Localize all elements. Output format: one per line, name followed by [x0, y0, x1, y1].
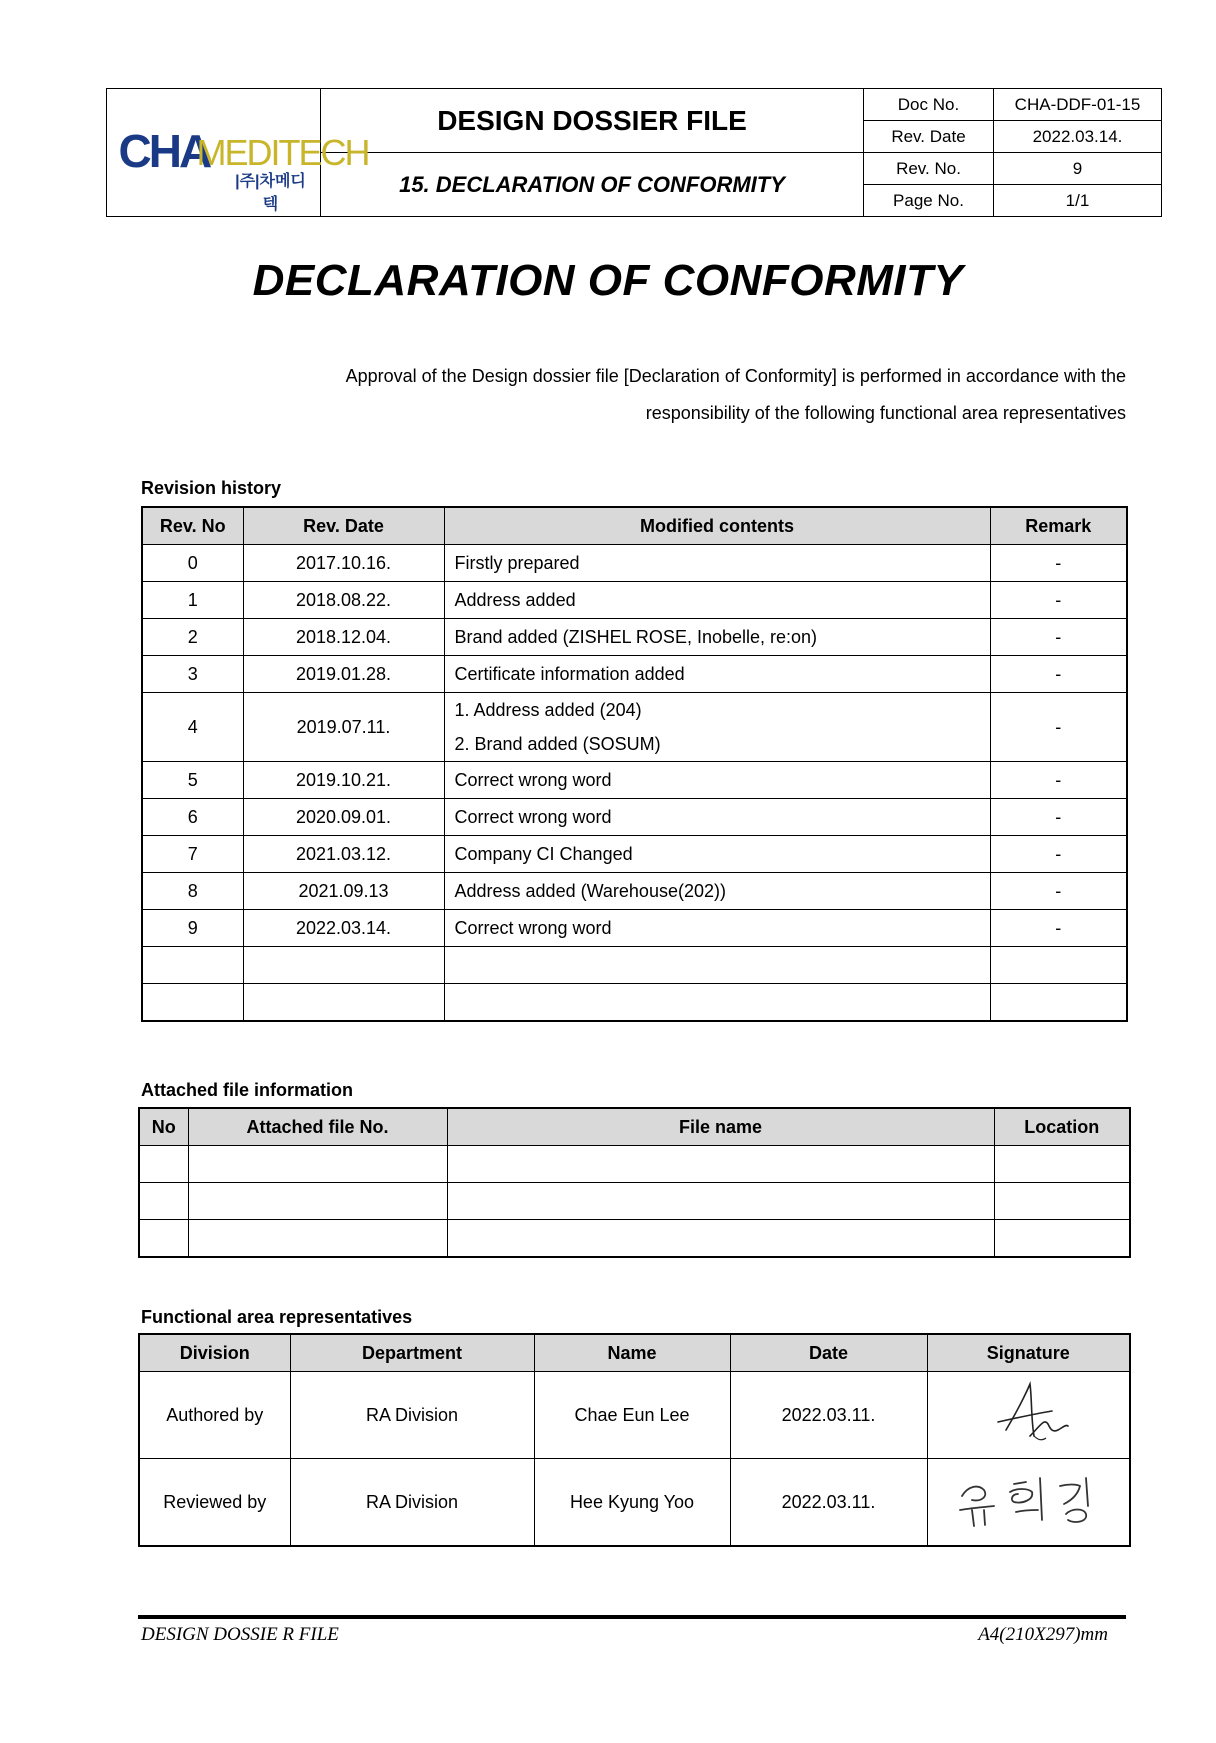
contents-line: Brand added (ZISHEL ROSE, Inobelle, re:on): [454, 626, 818, 647]
column-header: Attached file No.: [188, 1108, 447, 1146]
table-row: [142, 619, 1127, 656]
rev-date-cell: 2021.03.12.: [243, 836, 444, 873]
table-row: [142, 910, 1127, 947]
rev-date-cell: 2019.07.11.: [243, 693, 444, 762]
footer-right: A4(210X297)mm: [978, 1624, 1108, 1645]
empty-cell: [142, 947, 243, 984]
table-row-empty: [139, 1146, 1130, 1183]
remark-cell: -: [990, 693, 1127, 762]
empty-cell: [139, 1146, 188, 1183]
remark-cell: -: [990, 836, 1127, 873]
intro-line-2: responsibility of the following functional area representatives: [645, 403, 1126, 423]
table-row: [139, 1459, 1130, 1547]
rev-date-cell: 2021.09.13: [243, 873, 444, 910]
signature-image: [968, 1378, 1088, 1448]
contents-line: Correct wrong word: [454, 917, 612, 938]
contents-cell: [444, 910, 990, 947]
rev-no-cell: 1: [142, 582, 243, 619]
signature-image: [948, 1470, 1108, 1530]
company-logo: [107, 89, 369, 217]
table-row: [142, 836, 1127, 873]
meta-label: Rev. Date: [864, 121, 994, 153]
rev-no-cell: 0: [142, 545, 243, 582]
table-row: [142, 582, 1127, 619]
empty-cell: [188, 1220, 447, 1258]
footer-rule: [138, 1615, 1126, 1619]
logo-brand-korean: |주|차메디텍: [235, 172, 306, 213]
table-row-empty: [139, 1183, 1130, 1220]
rev-no-cell: 5: [142, 762, 243, 799]
column-header: No: [139, 1108, 188, 1146]
contents-cell: [444, 619, 990, 656]
empty-cell: [447, 1146, 994, 1183]
empty-cell: [243, 947, 444, 984]
division-cell: Authored by: [139, 1372, 290, 1459]
rev-date-cell: 2022.03.14.: [243, 910, 444, 947]
department-cell: RA Division: [290, 1372, 534, 1459]
table-row: [142, 762, 1127, 799]
rev-no-cell: 3: [142, 656, 243, 693]
contents-cell: [444, 762, 990, 799]
remark-cell: -: [990, 762, 1127, 799]
column-header: Modified contents: [444, 507, 990, 545]
contents-line: Company CI Changed: [454, 843, 633, 864]
meta-label: Doc No.: [864, 89, 994, 121]
table-row-empty: [139, 1220, 1130, 1258]
empty-cell: [994, 1183, 1130, 1220]
column-header: Signature: [927, 1334, 1130, 1372]
header-subtitle: 15. DECLARATION OF CONFORMITY: [321, 153, 864, 217]
table-row: [142, 873, 1127, 910]
remark-cell: -: [990, 873, 1127, 910]
empty-cell: [447, 1220, 994, 1258]
contents-line: Address added (Warehouse(202)): [454, 880, 726, 901]
rev-date-cell: 2020.09.01.: [243, 799, 444, 836]
contents-line: Certificate information added: [454, 663, 685, 684]
revision-history-label: Revision history: [141, 478, 282, 498]
remark-cell: -: [990, 910, 1127, 947]
empty-cell: [444, 947, 990, 984]
empty-cell: [142, 984, 243, 1022]
contents-cell: [444, 582, 990, 619]
contents-line: Correct wrong word: [454, 806, 612, 827]
rev-no-cell: 9: [142, 910, 243, 947]
table-row-empty: [142, 947, 1127, 984]
remark-cell: -: [990, 545, 1127, 582]
empty-cell: [447, 1183, 994, 1220]
attached-rows: [139, 1146, 1130, 1258]
column-header: Remark: [990, 507, 1127, 545]
empty-cell: [188, 1146, 447, 1183]
revision-history-table: [141, 506, 1128, 1022]
table-row: [142, 799, 1127, 836]
logo-brand-accent: MEDITECH: [196, 131, 369, 173]
contents-cell: [444, 693, 990, 762]
signature-cell: [927, 1372, 1130, 1459]
meta-label: Page No.: [864, 185, 994, 217]
empty-cell: [444, 984, 990, 1022]
rev-date-cell: 2017.10.16.: [243, 545, 444, 582]
contents-cell: [444, 545, 990, 582]
remark-cell: -: [990, 582, 1127, 619]
table-row: [142, 656, 1127, 693]
column-header: Location: [994, 1108, 1130, 1146]
attached-file-table: [138, 1107, 1131, 1258]
rev-no-cell: 8: [142, 873, 243, 910]
meta-value-doc-no: CHA-DDF-01-15: [994, 89, 1162, 121]
representatives-label: Functional area representatives: [141, 1307, 413, 1327]
meta-label: Rev. No.: [864, 153, 994, 185]
contents-cell: [444, 836, 990, 873]
empty-cell: [990, 984, 1127, 1022]
date-cell: 2022.03.11.: [730, 1459, 927, 1547]
empty-cell: [994, 1220, 1130, 1258]
empty-cell: [139, 1183, 188, 1220]
column-header: Department: [290, 1334, 534, 1372]
empty-cell: [990, 947, 1127, 984]
table-row: [139, 1372, 1130, 1459]
rev-no-cell: 6: [142, 799, 243, 836]
column-header: File name: [447, 1108, 994, 1146]
contents-cell: [444, 799, 990, 836]
empty-cell: [139, 1220, 188, 1258]
representatives-table: [138, 1333, 1131, 1547]
division-cell: Reviewed by: [139, 1459, 290, 1547]
rev-date-cell: 2018.12.04.: [243, 619, 444, 656]
meta-value-rev-no: 9: [994, 153, 1162, 185]
table-row: [142, 693, 1127, 762]
rev-no-cell: 2: [142, 619, 243, 656]
contents-line: Address added: [454, 589, 576, 610]
footer-left: DESIGN DOSSIE R FILE: [141, 1624, 339, 1645]
column-header: Name: [534, 1334, 730, 1372]
rev-date-cell: 2019.10.21.: [243, 762, 444, 799]
attached-file-label: Attached file information: [141, 1080, 354, 1100]
contents-line: Correct wrong word: [454, 769, 612, 790]
header-title: DESIGN DOSSIER FILE: [321, 89, 864, 153]
column-header: Rev. No: [142, 507, 243, 545]
name-cell: Chae Eun Lee: [534, 1372, 730, 1459]
department-cell: RA Division: [290, 1459, 534, 1547]
contents-line: Firstly prepared: [454, 552, 580, 573]
empty-cell: [994, 1146, 1130, 1183]
rev-no-cell: 7: [142, 836, 243, 873]
contents-cell: [444, 873, 990, 910]
contents-line: 1. Address added (204): [454, 700, 642, 720]
logo-brand-main: CHA: [118, 124, 210, 177]
page-title: DECLARATION OF CONFORMITY: [252, 256, 964, 305]
document-header: [106, 88, 1162, 217]
column-header: Division: [139, 1334, 290, 1372]
date-cell: 2022.03.11.: [730, 1372, 927, 1459]
name-cell: Hee Kyung Yoo: [534, 1459, 730, 1547]
remark-cell: -: [990, 656, 1127, 693]
table-row: [142, 545, 1127, 582]
meta-value-page-no: 1/1: [994, 185, 1162, 217]
rev-date-cell: 2019.01.28.: [243, 656, 444, 693]
rev-date-cell: 2018.08.22.: [243, 582, 444, 619]
signature-cell: [927, 1459, 1130, 1547]
column-header: Date: [730, 1334, 927, 1372]
remark-cell: -: [990, 619, 1127, 656]
table-row-empty: [142, 984, 1127, 1022]
contents-line: 2. Brand added (SOSUM): [454, 734, 661, 754]
meta-value-rev-date: 2022.03.14.: [994, 121, 1162, 153]
rev-no-cell: 4: [142, 693, 243, 762]
column-header: Rev. Date: [243, 507, 444, 545]
contents-cell: [444, 656, 990, 693]
empty-cell: [243, 984, 444, 1022]
revision-rows: [142, 545, 1127, 1022]
intro-line-1: Approval of the Design dossier file [Declaration of Conformity] is performed in accordance with the: [345, 366, 1126, 386]
empty-cell: [188, 1183, 447, 1220]
remark-cell: -: [990, 799, 1127, 836]
